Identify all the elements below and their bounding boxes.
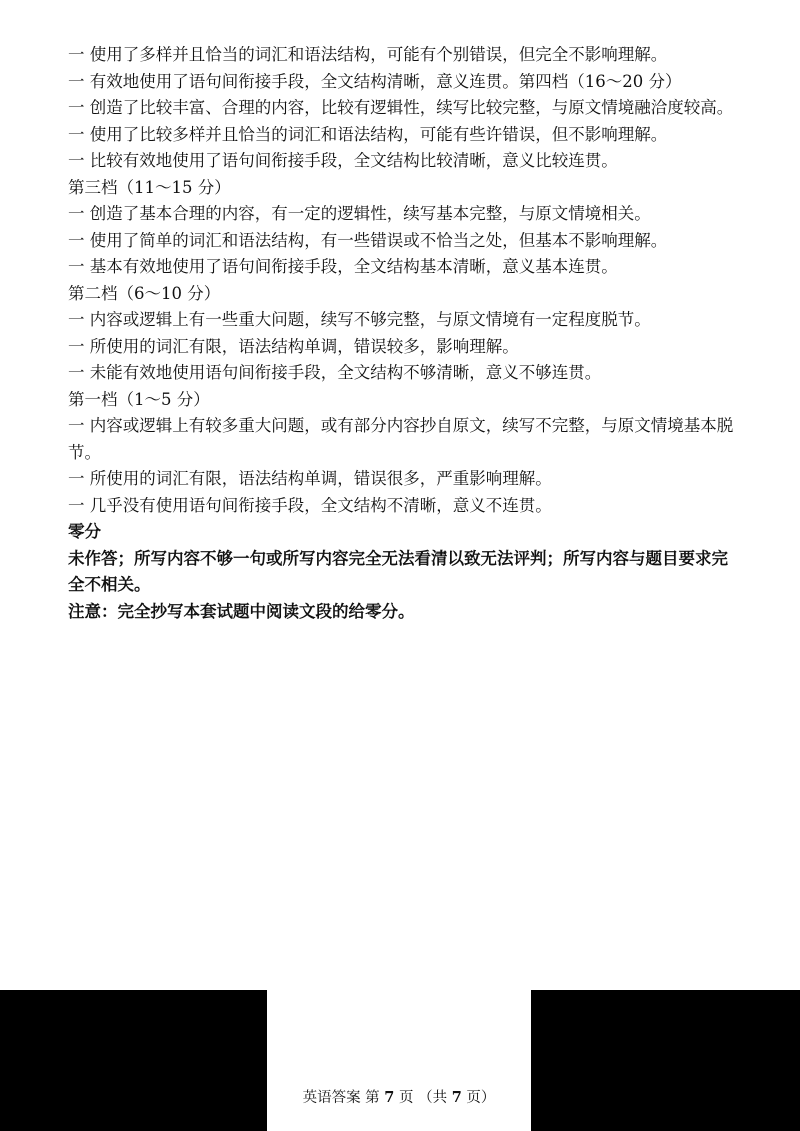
criteria-line: 一 所使用的词汇有限，语法结构单调，错误很多，严重影响理解。 xyxy=(68,469,552,488)
criteria-line: 一 创造了比较丰富、合理的内容，比较有逻辑性，续写比较完整，与原文情境融洽度较高。 xyxy=(68,98,734,117)
redaction-block-right xyxy=(531,990,800,1131)
footer-total-pages: 7 xyxy=(451,1089,462,1106)
redaction-block-left xyxy=(0,990,267,1131)
criteria-line: 一 创造了基本合理的内容，有一定的逻辑性，续写基本完整，与原文情境相关。 xyxy=(68,204,651,223)
criteria-line: 一 基本有效地使用了语句间衔接手段，全文结构基本清晰，意义基本连贯。 xyxy=(68,257,618,276)
grade-heading-3: 第三档（11～15 分） xyxy=(68,177,231,197)
criteria-line: 一 使用了比较多样并且恰当的词汇和语法结构，可能有些许错误，但不影响理解。 xyxy=(68,124,668,144)
zero-score-heading: 零分 xyxy=(68,522,101,541)
scoring-criteria xyxy=(68,42,740,625)
footer-prefix: 英语答案 第 xyxy=(302,1090,385,1106)
criteria-line: 一 未能有效地使用语句间衔接手段，全文结构不够清晰，意义不够连贯。 xyxy=(68,363,602,382)
footer-suffix: 页） xyxy=(461,1090,496,1106)
criteria-line: 一 使用了多样并且恰当的词汇和语法结构，可能有个别错误，但完全不影响理解。 xyxy=(68,45,668,64)
criteria-line: 一 内容或逻辑上有一些重大问题，续写不够完整，与原文情境有一定程度脱节。 xyxy=(68,310,651,329)
footer-middle: 页 （共 xyxy=(394,1090,452,1106)
grade-heading-1: 第一档（1～5 分） xyxy=(68,389,210,409)
criteria-line: 一 使用了简单的词汇和语法结构，有一些错误或不恰当之处，但基本不影响理解。 xyxy=(68,230,668,250)
criteria-line: 一 所使用的词汇有限，语法结构单调，错误较多，影响理解。 xyxy=(68,336,519,356)
criteria-line: 一 几乎没有使用语句间衔接手段，全文结构不清晰，意义不连贯。 xyxy=(68,495,552,515)
criteria-line: 一 有效地使用了语句间衔接手段，全文结构清晰，意义连贯。第四档（16～20 分） xyxy=(68,71,682,91)
criteria-line: 一 比较有效地使用了语句间衔接手段，全文结构比较清晰，意义比较连贯。 xyxy=(68,151,618,170)
page-footer xyxy=(267,1088,531,1108)
criteria-line: 一 内容或逻辑上有较多重大问题，或有部分内容抄自原文，续写不完整，与原文情境基本脱节。 xyxy=(68,416,734,462)
footer-page-number: 7 xyxy=(384,1089,395,1106)
zero-score-rule: 未作答；所写内容不够一句或所写内容完全无法看清以致无法评判；所写内容与题目要求完全不相关。 xyxy=(68,548,728,594)
grade-heading-2: 第二档（6～10 分） xyxy=(68,283,221,303)
zero-score-note: 注意：完全抄写本套试题中阅读文段的给零分。 xyxy=(68,601,415,621)
